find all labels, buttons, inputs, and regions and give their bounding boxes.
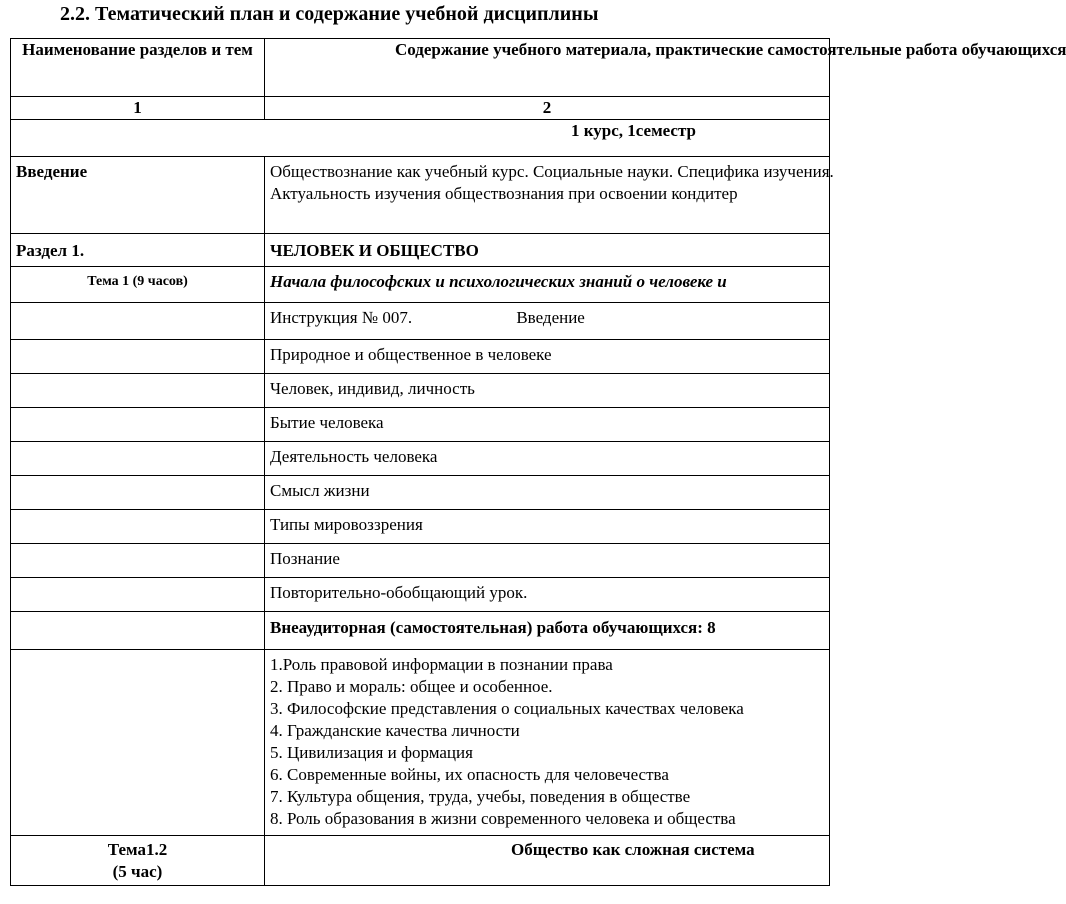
- intro-row: [11, 157, 830, 234]
- empty-cell: [11, 544, 265, 578]
- page-heading: 2.2. Тематический план и содержание учебной дисциплины: [60, 3, 599, 25]
- semester-row: [11, 120, 830, 157]
- intro-content: [265, 157, 834, 234]
- col2-number: 2: [265, 97, 830, 120]
- column-number-row: [11, 97, 830, 120]
- lesson-row: [11, 578, 830, 612]
- empty-cell: [11, 612, 265, 650]
- intro-name: Введение: [11, 157, 265, 234]
- selfwork-item: 8. Роль образования в жизни современного человека и общества: [270, 809, 736, 828]
- empty-cell: [11, 374, 265, 408]
- lesson-text: Природное и общественное в человеке: [265, 340, 830, 374]
- topic1-name: Тема 1 (9 часов): [11, 267, 265, 303]
- selfwork-item: 7. Культура общения, труда, учебы, поведения в обществе: [270, 787, 691, 806]
- thematic-plan-table: [10, 38, 1066, 886]
- lesson-extra: Введение: [516, 308, 585, 327]
- selfwork-item: 4. Гражданские качества личности: [270, 721, 520, 740]
- lesson-row: [11, 374, 830, 408]
- lesson-cell: [265, 303, 830, 340]
- section-title: ЧЕЛОВЕК И ОБЩЕСТВО: [265, 234, 830, 267]
- selfwork-item: 1.Роль правовой информации в познании права: [270, 655, 613, 674]
- section-row: [11, 234, 830, 267]
- lesson-row: [11, 510, 830, 544]
- lesson-row: [11, 544, 830, 578]
- selfwork-item: 2. Право и мораль: общее и особенное.: [270, 677, 553, 696]
- topic2-row: [11, 836, 830, 886]
- selfwork-list: [265, 650, 830, 836]
- selfwork-title: Внеаудиторная (самостоятельная) работа обучающихся: 8: [265, 612, 830, 650]
- lesson-text: Деятельность человека: [265, 442, 830, 476]
- lesson-row: [11, 408, 830, 442]
- lesson-text: Смысл жизни: [265, 476, 830, 510]
- empty-cell: [11, 303, 265, 340]
- lesson-row: [11, 442, 830, 476]
- lesson-row: [11, 340, 830, 374]
- topic2-name-line1: Тема1.2: [107, 840, 168, 859]
- lesson-text: Инструкция № 007.: [270, 308, 413, 327]
- topic1-title: Начала философских и психологических знаний о человеке и: [265, 267, 830, 303]
- selfwork-list-row: [11, 650, 830, 836]
- selfwork-item: 6. Современные войны, их опасность для человечества: [270, 765, 669, 784]
- col1-header: Наименование разделов и тем: [11, 39, 265, 97]
- empty-cell: [11, 408, 265, 442]
- section-name: Раздел 1.: [11, 234, 265, 267]
- lesson-text: Человек, индивид, личность: [265, 374, 830, 408]
- col1-number: 1: [11, 97, 265, 120]
- empty-cell: [11, 650, 265, 836]
- empty-cell: [11, 340, 265, 374]
- lesson-text: Бытие человека: [265, 408, 830, 442]
- topic2-name: [11, 836, 265, 886]
- selfwork-title-row: [11, 612, 830, 650]
- header-row: [11, 39, 830, 97]
- topic2-title: Общество как сложная система: [265, 836, 830, 886]
- lesson-text: Познание: [265, 544, 830, 578]
- semester-label: 1 курс, 1семестр: [11, 120, 830, 157]
- lesson-row: [11, 303, 830, 340]
- topic1-row: [11, 267, 830, 303]
- intro-text: Обществознание как учебный курс. Социальные науки. Специфика изучения. Актуальность изучения обществознания при освоении кондитер: [270, 162, 834, 203]
- empty-cell: [11, 476, 265, 510]
- lesson-text: Типы мировоззрения: [265, 510, 830, 544]
- selfwork-item: 5. Цивилизация и формация: [270, 743, 473, 762]
- lesson-row: [11, 476, 830, 510]
- topic2-name-line2: (5 час): [112, 862, 163, 881]
- col2-header: Содержание учебного материала, практические самостоятельные работа обучающихся: [265, 39, 830, 97]
- lesson-text: Повторительно-обобщающий урок.: [265, 578, 830, 612]
- selfwork-item: 3. Философские представления о социальных качествах человека: [270, 699, 744, 718]
- empty-cell: [11, 510, 265, 544]
- empty-cell: [11, 442, 265, 476]
- empty-cell: [11, 578, 265, 612]
